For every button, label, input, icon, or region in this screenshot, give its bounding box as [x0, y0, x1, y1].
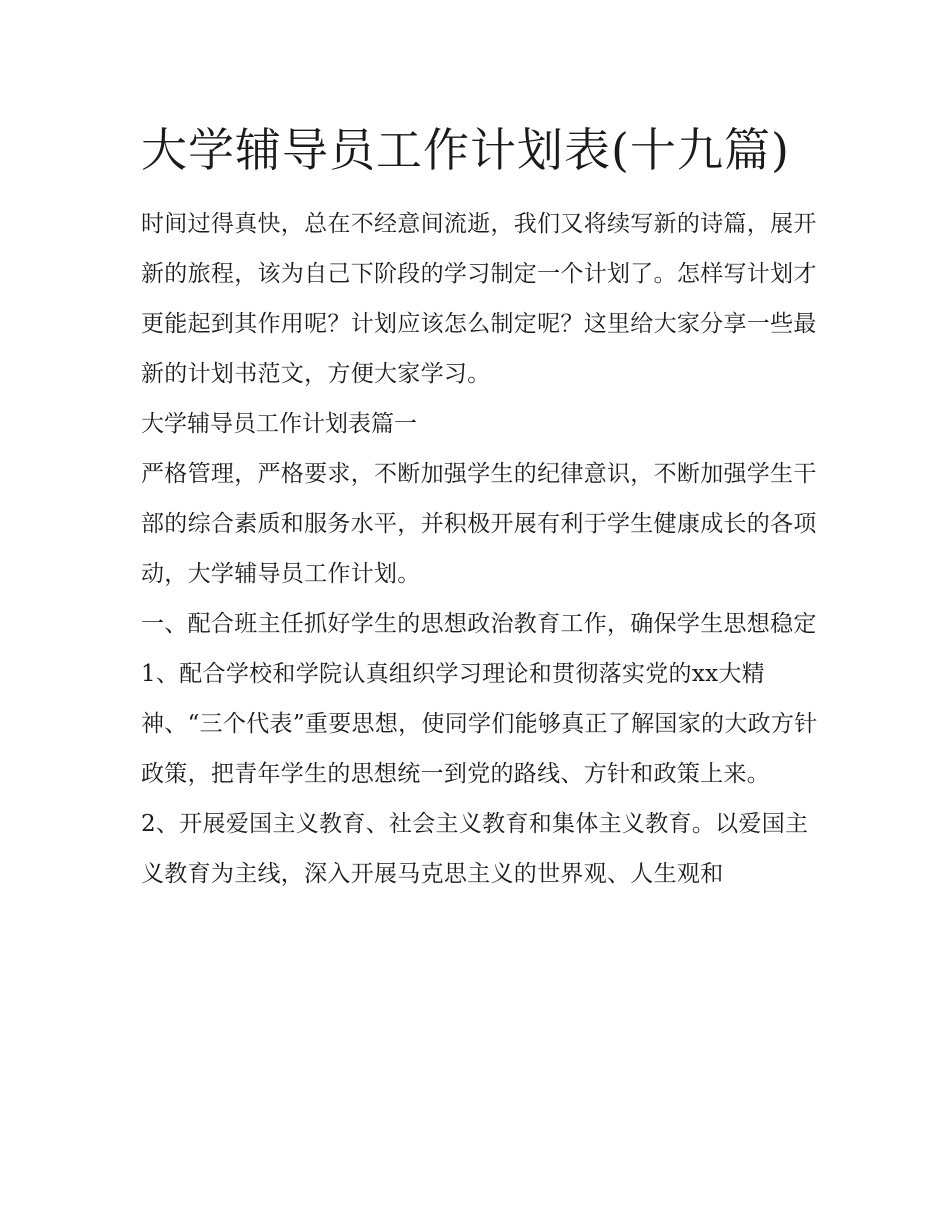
subsection-heading: 一、配合班主任抓好学生的思想政治教育工作，确保学生思想稳定 [141, 611, 817, 637]
intro-paragraph: 时间过得真快，总在不经意间流逝，我们又将续写新的诗篇，展开新的旅程，该为自己下阶段的学习制定一个计划了。怎样写计划才更能起到其作用呢？计划应该怎么制定呢？这里给大家分享一些最新的计划书范文，方便大家学习。 [141, 211, 817, 387]
section-heading: 大学辅导员工作计划表篇一 [141, 411, 417, 437]
list-item-2: 2、开展爱国主义教育、社会主义教育和集体主义教育。以爱国主义教育为主线，深入开展马克思主义的世界观、人生观和 [141, 811, 809, 887]
list-item-1: 1、配合学校和学院认真组织学习理论和贯彻落实党的xx大精神、“三个代表”重要思想，使同学们能够真正了解国家的大政方针政策，把青年学生的思想统一到党的路线、方针和政策上来。 [141, 661, 818, 787]
document-title: 大学辅导员工作计划表(十九篇) [141, 123, 790, 177]
document-page [141, 112, 821, 899]
body-paragraph: 严格管理，严格要求，不断加强学生的纪律意识，不断加强学生干部的综合素质和服务水平，并积极开展有利于学生健康成长的各项动，大学辅导员工作计划。 [141, 461, 817, 587]
